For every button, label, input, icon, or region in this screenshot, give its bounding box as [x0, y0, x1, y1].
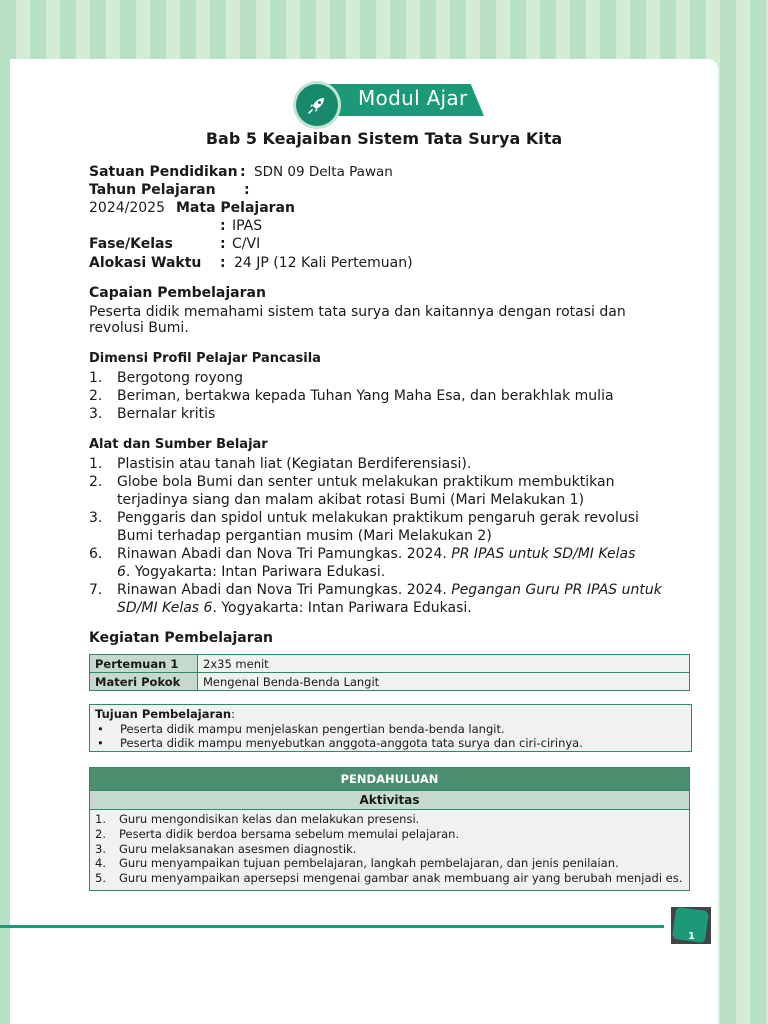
table-row: [90, 655, 690, 673]
book-title: PR IPAS untuk SD/MI Kelas: [451, 546, 636, 562]
tujuan-box: [89, 704, 692, 752]
alokasi-value: 24 JP (12 Kali Pertemuan): [234, 255, 413, 271]
tahun-value: 2024/2025: [89, 200, 165, 216]
list-text: Bergotong royong: [117, 370, 244, 386]
list-item: [95, 736, 686, 751]
pertemuan-label: Pertemuan 1: [90, 655, 198, 673]
materi-label: Materi Pokok: [90, 673, 198, 691]
list-text: . Yogyakarta: Intan Pariwara Edukasi.: [212, 600, 472, 616]
list-number: 1.: [95, 812, 106, 826]
alat-heading: Alat dan Sumber Belajar: [89, 437, 268, 452]
capaian-line-2: revolusi Bumi.: [89, 320, 189, 336]
list-item: [95, 827, 684, 842]
list-text: Peserta didik mampu menjelaskan pengertian benda-benda langit.: [120, 721, 505, 736]
pendahuluan-table: [89, 767, 690, 891]
capaian-line-1: Peserta didik memahami sistem tata surya dan kaitannya dengan rotasi dan: [89, 304, 626, 320]
pertemuan-table: [89, 654, 690, 691]
list-item: [89, 545, 699, 581]
fase-value: C/VI: [232, 236, 261, 252]
list-number: 2.: [95, 826, 106, 841]
satuan-colon: :: [240, 164, 246, 180]
list-item: [89, 405, 699, 423]
modul-ajar-badge: [296, 84, 486, 126]
list-number: 7.: [89, 582, 103, 598]
page-title: Bab 5 Keajaiban Sistem Tata Surya Kita: [205, 129, 563, 148]
mapel-label: Mata Pelajaran: [176, 200, 295, 216]
book-title: SD/MI Kelas 6: [117, 600, 213, 616]
list-number: 3.: [95, 841, 106, 856]
list-text: Guru mengondisikan kelas dan melakukan presensi.: [119, 812, 420, 826]
list-item: [89, 455, 699, 473]
dimensi-heading: Dimensi Profil Pelajar Pancasila: [89, 351, 321, 366]
fase-label: Fase/Kelas: [89, 236, 173, 252]
list-number: 3.: [89, 406, 103, 422]
book-title: Pegangan Guru PR IPAS untuk: [451, 582, 662, 598]
list-text: Rinawan Abadi dan Nova Tri Pamungkas. 2024.: [117, 546, 452, 562]
table-row: [90, 673, 690, 691]
tujuan-heading: Tujuan Pembelajaran: [95, 707, 232, 721]
pertemuan-value: 2x35 menit: [198, 655, 690, 673]
satuan-value: SDN 09 Delta Pawan: [254, 164, 393, 180]
tahun-label: Tahun Pelajaran: [89, 182, 216, 198]
list-number: 5.: [95, 871, 106, 886]
kegiatan-heading: Kegiatan Pembelajaran: [89, 630, 274, 646]
list-item: [95, 856, 684, 871]
mapel-value: IPAS: [232, 218, 263, 234]
list-number: 1.: [89, 370, 103, 386]
list-item: [95, 722, 686, 737]
materi-value: Mengenal Benda-Benda Langit: [198, 673, 690, 691]
bullet: •: [97, 721, 104, 736]
fase-colon: :: [220, 236, 226, 252]
mapel-colon: :: [220, 218, 226, 234]
list-item: [89, 509, 699, 545]
rocket-icon: [296, 84, 338, 126]
book-title: 6: [117, 564, 126, 580]
list-text: Peserta didik mampu menyebutkan anggota-anggota tata surya dan ciri-cirinya.: [120, 736, 583, 750]
list-text: Rinawan Abadi dan Nova Tri Pamungkas. 2024.: [117, 582, 452, 598]
list-text: Bumi terhadap pergantian musim (Mari Melakukan 2): [117, 528, 492, 544]
tahun-colon: :: [244, 182, 250, 198]
list-text: Globe bola Bumi dan senter untuk melakukan praktikum membuktikan: [117, 474, 615, 490]
list-item: [95, 871, 684, 886]
aktivitas-list: [90, 810, 689, 886]
list-text: Beriman, bertakwa kepada Tuhan Yang Maha Esa, dan berakhlak mulia: [117, 388, 614, 404]
list-number: 4.: [95, 856, 106, 871]
list-item: [95, 812, 684, 827]
aktivitas-header: Aktivitas: [90, 790, 689, 810]
list-item: [89, 473, 699, 509]
list-number: 2.: [89, 388, 103, 404]
list-text: Plastisin atau tanah liat (Kegiatan Berdiferensiasi).: [117, 456, 472, 472]
list-item: [89, 369, 699, 387]
list-text: Guru menyampaikan tujuan pembelajaran, langkah pembelajaran, dan jenis penilaian.: [119, 856, 619, 871]
list-item: [89, 387, 699, 405]
list-number: 2.: [89, 474, 103, 490]
bullet: •: [97, 736, 104, 750]
page-number: 1: [688, 931, 695, 942]
pendahuluan-header: PENDAHULUAN: [90, 768, 689, 790]
list-text: Guru melaksanakan asesmen diagnostik.: [119, 841, 357, 856]
list-text: Bernalar kritis: [117, 406, 216, 422]
list-number: 1.: [89, 456, 103, 472]
list-item: [89, 581, 699, 617]
list-text: terjadinya siang dan malam akibat rotasi Bumi (Mari Melakukan 1): [117, 492, 585, 508]
list-number: 6.: [89, 546, 103, 562]
alokasi-colon: :: [220, 255, 226, 271]
list-text: Peserta didik berdoa bersama sebelum memulai pelajaran.: [119, 826, 460, 841]
list-text: Guru menyampaikan apersepsi mengenai gambar anak membuang air yang berubah menjadi es.: [119, 871, 683, 886]
alat-list: [89, 455, 699, 617]
capaian-heading: Capaian Pembelajaran: [89, 285, 266, 301]
tujuan-colon: :: [231, 707, 235, 721]
list-text: Penggaris dan spidol untuk melakukan praktikum pengaruh gerak revolusi: [117, 510, 639, 526]
satuan-label: Satuan Pendidikan: [89, 164, 238, 180]
list-text: . Yogyakarta: Intan Pariwara Edukasi.: [125, 564, 386, 580]
dimensi-list: [89, 369, 699, 423]
footer-divider: [0, 925, 664, 928]
page-number-badge: [671, 907, 711, 944]
alokasi-label: Alokasi Waktu: [89, 255, 202, 271]
list-item: [95, 842, 684, 857]
list-number: 3.: [89, 510, 103, 526]
badge-label: Modul Ajar: [358, 86, 468, 110]
